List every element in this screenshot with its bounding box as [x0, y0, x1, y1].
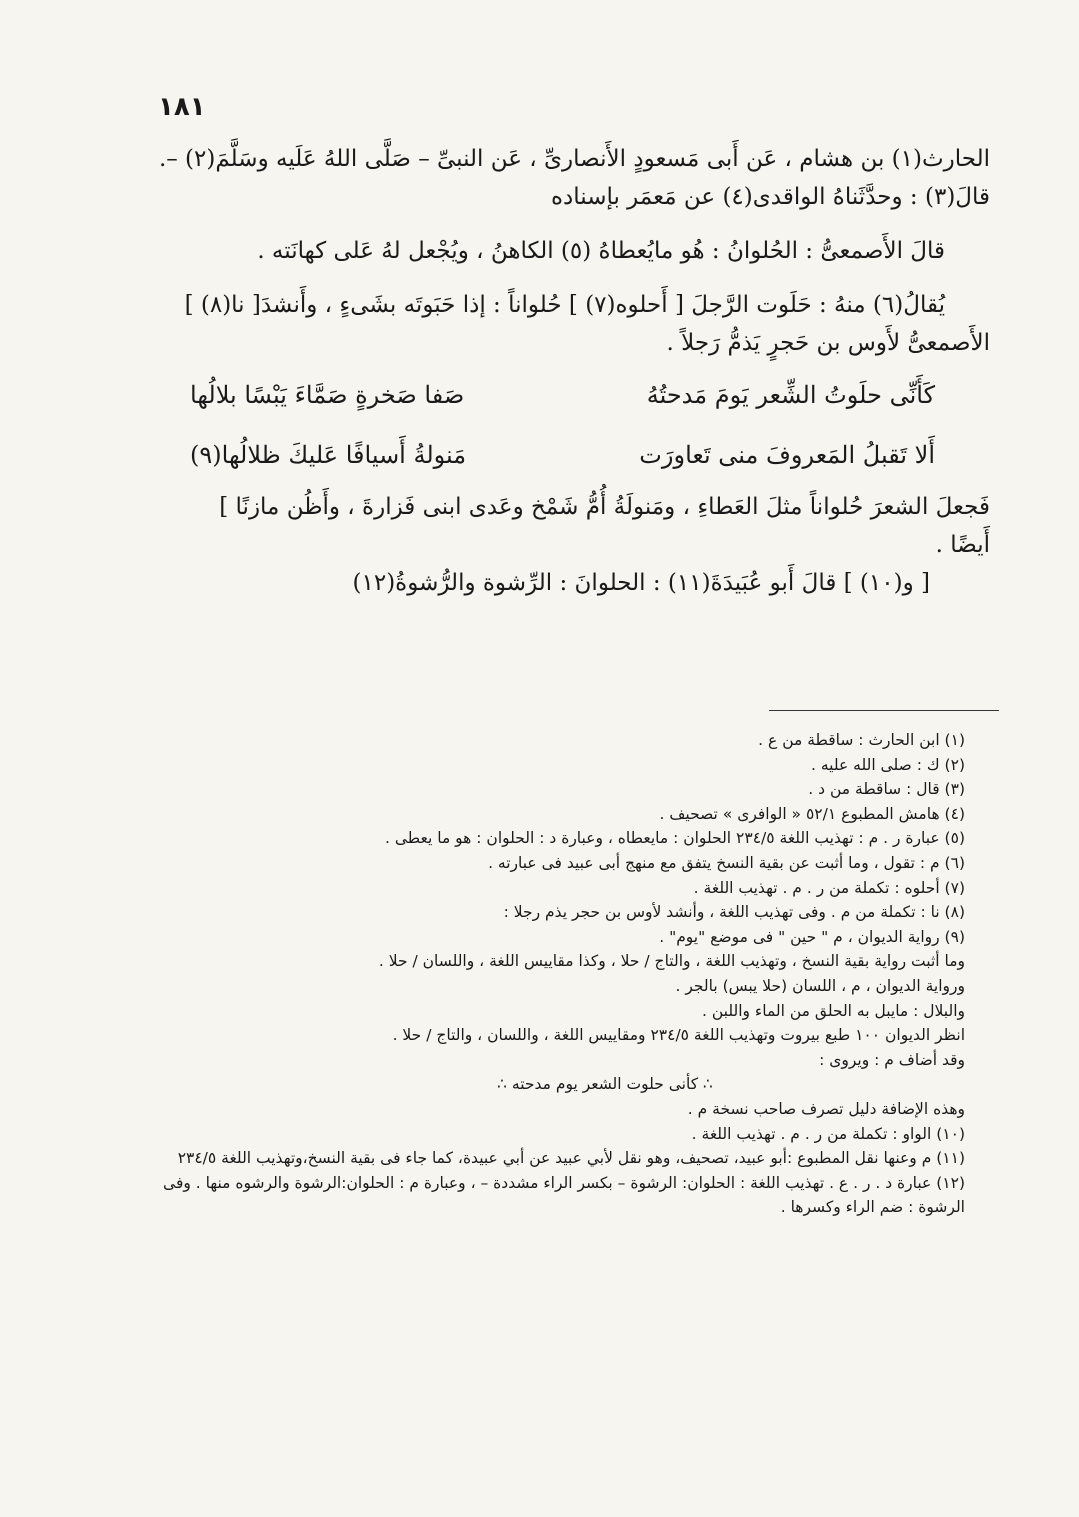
footnote: (٩) رواية الديوان ، م " حين " فى موضع "يوم" . — [659, 927, 965, 946]
text-line-4: يُقالُ(٦) منهُ : حَلَوت الرَّجلَ [ أَحلوه(٧) ] حُلواناً : إذا حَبَوتَه بشَىءٍ ، وأَنشدَ[ نا(٨) ] — [184, 292, 945, 318]
main-text — [150, 140, 990, 602]
footnote: (٣) قال : ساقطة من د . — [808, 780, 965, 799]
footnote: (١٢) عبارة د . ر . ع . تهذيب اللغة : الحلوان: الرشوة – بكسر الراء مشددة – ، وعبارة م : الحلوان:الرشوة والرشوه منها . وفى الرشوة : ضم الراء وكسرها . — [163, 1173, 965, 1217]
footnote: وما أثبت رواية بقية النسخ ، وتهذيب اللغة ، والتاج / حلا ، وكذا مقاييس اللغة ، واللسان / حلا . — [378, 952, 965, 971]
footnote: ورواية الديوان ، م ، اللسان (حلا يبس) بالجر . — [675, 976, 965, 995]
verse-1-first-hemistich: كَأَنِّى حلَوتُ الشِّعر يَومَ مَدحتُهُ — [646, 381, 935, 409]
footnote: (١١) م وعنها نقل المطبوع :أبو عبيد، تصحيف، وهو نقل لأبي عبيد عن أبي عبيدة، كما جاء فى بقية النسخ،وتهذيب اللغة ٢٣٤/٥ — [177, 1149, 965, 1168]
footnote: ∴ كأنى حلوت الشعر يوم مدحته ∴ — [497, 1075, 713, 1094]
footnote: (٢) ك : صلى الله عليه . — [811, 755, 965, 774]
verse-2 — [150, 428, 990, 482]
footnote: وقد أضاف م : ويروى : — [819, 1050, 965, 1069]
footnote: (١) ابن الحارث : ساقطة من ع . — [758, 731, 965, 749]
text-line-5: الأَصمعىُّ لأَوس بن حَجرٍ يَذمُّ رَجلاً . — [666, 330, 990, 356]
text-line-8: [ و(١٠) ] قالَ أَبو عُبَيدَةَ(١١) : الحلوانَ : الرِّشوة والرُّشوةُ(١٢) — [352, 570, 930, 596]
footnote: (٤) هامش المطبوع ٥٢/١ « الوافرى » تصحيف . — [659, 804, 965, 823]
footnote: (٧) أحلوه : تكملة من ر . م . تهذيب اللغة . — [693, 878, 965, 897]
verse-2-first-hemistich: أَلا تَقبلُ المَعروفَ منى تَعاورَت — [639, 441, 935, 469]
footnote-divider — [769, 710, 999, 711]
text-line-7: أَيضًا . — [935, 532, 990, 558]
text-line-3: قالَ الأَصمعىُّ : الحُلوانُ : هُو مايُعطاهُ (٥) الكاهنُ ، ويُجْعل لهُ عَلى كهانَته . — [257, 238, 945, 264]
footnote: والبلال : مايبل به الحلق من الماء واللبن . — [702, 1001, 965, 1020]
text-line-1: الحارث(١) بن هشام ، عَن أَبى مَسعودٍ الأَنصارىِّ ، عَن النبىِّ – صَلَّى اللهُ عَلَيه وسَلَّمَ(٢) –. — [158, 146, 990, 172]
text-line-2: قالَ(٣) : وحدَّثَناهُ الواقدى(٤) عن مَعمَر بإسناده — [550, 184, 990, 210]
text-line-6: فَجعلَ الشعرَ حُلواناً مثلَ العَطاءِ ، ومَنولَةُ أُمُّ شَمْخ وعَدى ابنى فَزارةَ ، وأَظُن مازنًا ] — [219, 494, 990, 520]
footnote: (٨) نا : تكملة من م . وفى تهذيب اللغة ، وأنشد لأوس بن حجر يذم رجلا : — [503, 903, 965, 922]
verse-1-second-hemistich: صَفا صَخرةٍ صَمَّاءَ يَبْسًا بلالُها — [190, 381, 465, 409]
page-number: ١٨١ — [158, 92, 206, 122]
footnote: انظر الديوان ١٠٠ طبع بيروت وتهذيب اللغة ٢٣٤/٥ ومقاييس اللغة ، واللسان ، والتاج / حلا . — [392, 1026, 965, 1045]
footnote: وهذه الإضافة دليل تصرف صاحب نسخة م . — [687, 1099, 965, 1118]
footnote: (٦) م : تقول ، وما أثبت عن بقية النسخ يتفق مع منهج أبى عبيد فى عبارته . — [488, 853, 965, 872]
verse-2-second-hemistich: مَنولةُ أَسيافًا عَليكَ ظلالُها(٩) — [190, 441, 467, 469]
footnotes — [125, 728, 965, 1220]
verse-1 — [150, 368, 990, 422]
footnote: (١٠) الواو : تكملة من ر . م . تهذيب اللغة . — [691, 1124, 965, 1143]
footnote: (٥) عبارة ر . م : تهذيب اللغة ٢٣٤/٥ الحلوان : مايعطاه ، وعبارة د : الحلوان : هو ما يعطى . — [385, 829, 965, 848]
